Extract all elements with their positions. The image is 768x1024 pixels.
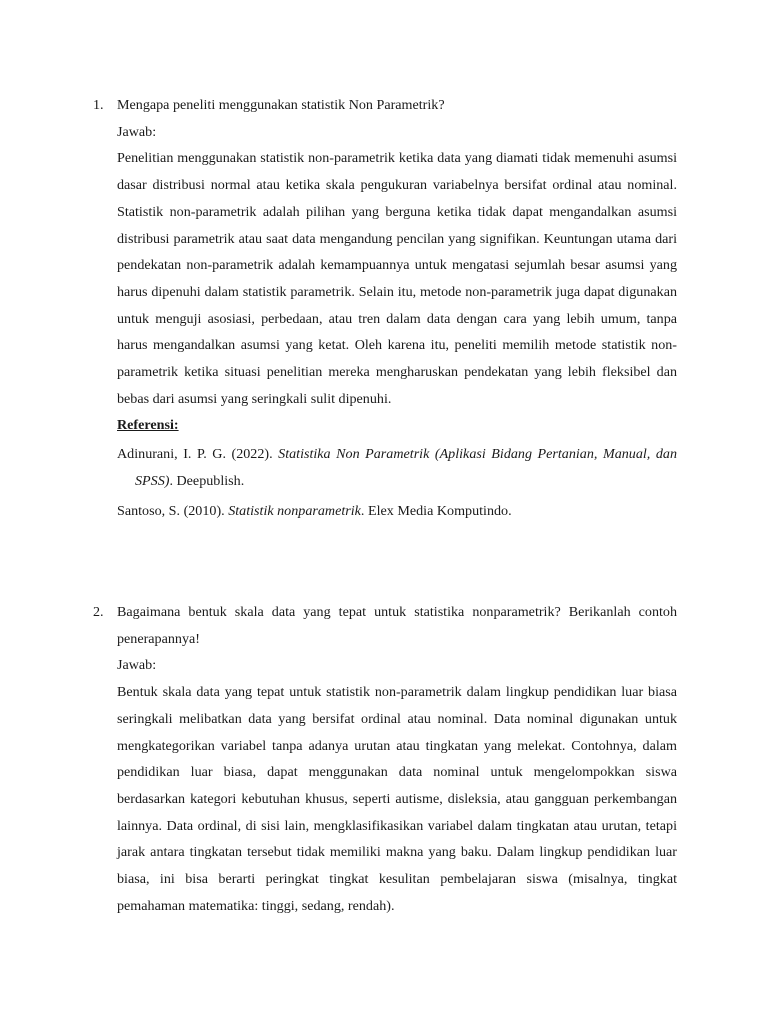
question-number: 1. <box>93 97 104 113</box>
answer-label: Jawab: <box>117 123 157 140</box>
reference-author: Santoso, S. (2010). <box>117 502 229 519</box>
answer-paragraph: Bentuk skala data yang tepat untuk statistik non-parametrik dalam lingkup pendidikan luar biasa seringkali melibatkan data yang bersifat ordinal atau nominal. Data nominal digunakan untuk mengkategorikan variabel tanpa adanya urutan atau tingkatan yang melekat. Contohnya, dalam pendidikan luar biasa, dapat menggunakan data nominal untuk mengelompokkan siswa berdasarkan kategori kebutuhan khusus, seperti autisme, disleksia, atau gangguan perkembangan lainnya. Data ordinal, di sisi lain, mengklasifikasikan variabel dalam tingkatan atau urutan, tetapi jarak antara tingkatan tersebut tidak memiliki makna yang baku. Dalam lingkup pendidikan luar biasa, ini bisa berarti peringkat tingkat kesulitan pembelajaran siswa (misalnya, tingkat pemahaman matematika: tinggi, sedang, rendah). <box>117 684 677 914</box>
question-content <box>117 599 677 919</box>
references-heading: Referensi: <box>117 417 179 434</box>
reference-title: Statistik nonparametrik <box>228 502 361 519</box>
reference-entry <box>117 498 677 525</box>
question-text: Mengapa peneliti menggunakan statistik Non Parametrik? <box>117 97 445 113</box>
question-text: Bagaimana bentuk skala data yang tepat untuk statistika nonparametrik? Berikanlah contoh penerapannya! <box>117 604 677 647</box>
answer-label: Jawab: <box>117 657 157 674</box>
answer-paragraph: Penelitian menggunakan statistik non-parametrik ketika data yang diamati tidak memenuhi asumsi dasar distribusi normal atau ketika skala pengukuran variabelnya bersifat ordinal atau nominal. Statistik non-parametrik adalah pilihan yang berguna ketika tidak dapat mengandalkan asumsi distribusi parametrik atau saat data mengandung pencilan yang signifikan. Keuntungan utama dari pendekatan non-parametrik adalah kemampuannya untuk mengatasi sejumlah besar asumsi yang harus dipenuhi dalam statistik parametrik. Selain itu, metode non-parametrik juga dapat digunakan untuk menguji asosiasi, perbedaan, atau tren dalam data dengan cara yang lebih umum, tanpa harus mengandalkan asumsi yang ketat. Oleh karena itu, peneliti memilih metode statistik non-parametrik ketika situasi penelitian mereka mengharuskan pendekatan yang lebih fleksibel dan bebas dari asumsi yang seringkali sulit dipenuhi. <box>117 150 677 407</box>
question-item-2 <box>93 599 677 919</box>
reference-entry <box>117 441 677 494</box>
question-number: 2. <box>93 604 104 620</box>
reference-publisher: . Elex Media Komputindo. <box>360 502 512 519</box>
question-content <box>117 92 677 524</box>
question-item-1 <box>93 92 677 524</box>
reference-publisher: . Deepublish. <box>169 472 245 489</box>
reference-author: Adinurani, I. P. G. (2022). <box>117 446 279 463</box>
reference-title: Statistika Non Parametrik (Aplikasi Bidang Pertanian, Manual, dan SPSS) <box>135 446 677 489</box>
